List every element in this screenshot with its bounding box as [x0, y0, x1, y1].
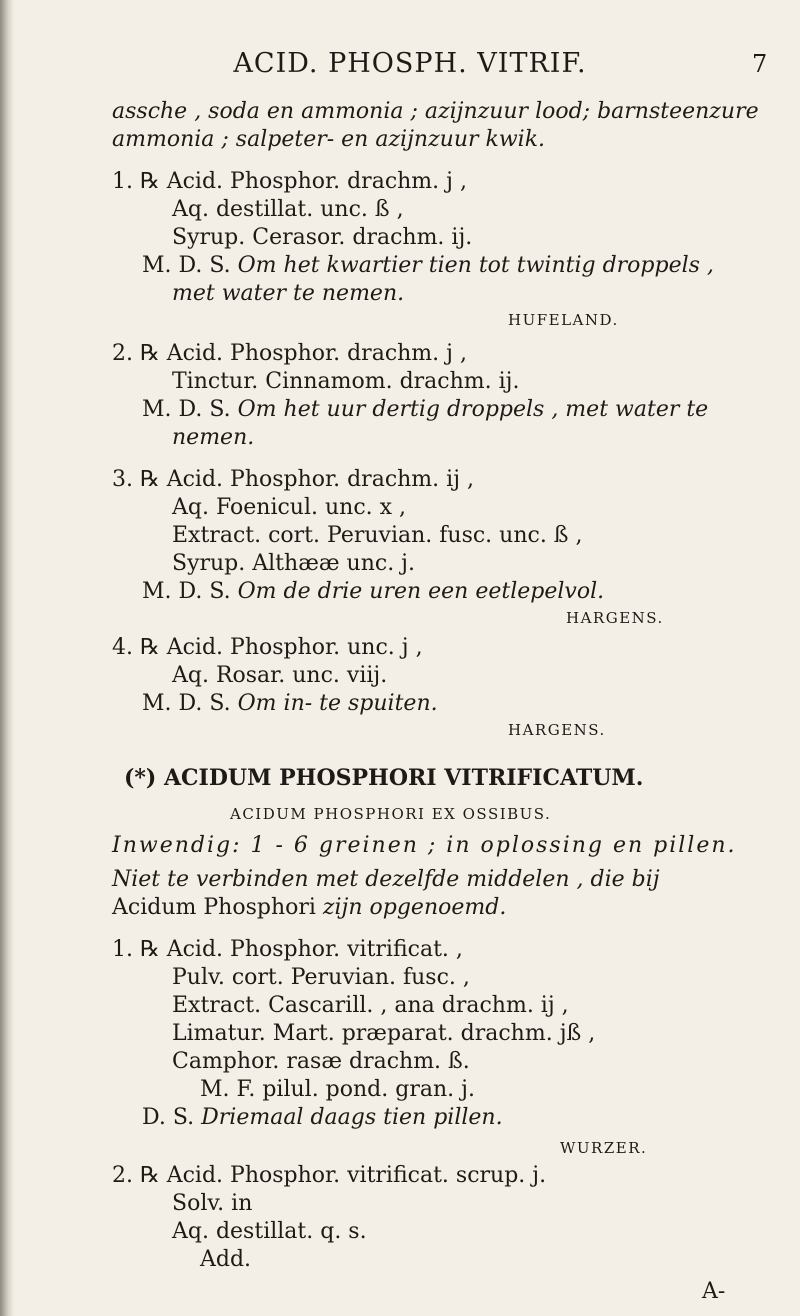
- line-italic-text: Om het kwartier tien tot twintig droppels ,: [237, 253, 714, 278]
- page-binding-shadow: [0, 0, 14, 1316]
- line-lead: Acidum Phosphori: [112, 895, 323, 920]
- line-lead: M. D. S.: [142, 253, 238, 278]
- text-line: assche , soda en ammonia ; azijnzuur lood; barnsteenzure: [112, 99, 759, 124]
- text-line: Aq. Foenicul. unc. x ,: [172, 495, 407, 520]
- text-line: 1. ℞ Acid. Phosphor. drachm. j ,: [112, 169, 467, 194]
- line-italic-text: Om de drie uren een eetlepelvol.: [237, 579, 605, 604]
- text-line: ammonia ; salpeter- en azijnzuur kwik.: [112, 127, 546, 152]
- text-line: 4. ℞ Acid. Phosphor. unc. j ,: [112, 635, 423, 660]
- line-lead: D. S.: [142, 1105, 202, 1130]
- page-number: 7: [752, 50, 768, 78]
- text-line: Camphor. rasæ drachm. ß.: [172, 1049, 470, 1074]
- text-line: HUFELAND.: [508, 311, 619, 329]
- text-line: Syrup. Althææ unc. j.: [172, 551, 415, 576]
- text-line: Syrup. Cerasor. drachm. ij.: [172, 225, 473, 250]
- text-line: Aq. destillat. unc. ß ,: [172, 197, 404, 222]
- text-line: 2. ℞ Acid. Phosphor. drachm. j ,: [112, 341, 467, 366]
- text-line: M. F. pilul. pond. gran. j.: [200, 1077, 475, 1102]
- text-line: [142, 690, 438, 718]
- text-line: [112, 894, 506, 922]
- text-line: nemen.: [172, 425, 255, 450]
- text-line: HARGENS.: [508, 721, 606, 739]
- text-line: (*) ACIDUM PHOSPHORI VITRIFICATUM.: [124, 765, 644, 791]
- text-line: ACIDUM PHOSPHORI EX OSSIBUS.: [230, 805, 552, 823]
- text-line: Pulv. cort. Peruvian. fusc. ,: [172, 965, 470, 990]
- text-line: 2. ℞ Acid. Phosphor. vitrificat. scrup. j.: [112, 1163, 547, 1188]
- line-italic-text: Driemaal daags tien pillen.: [201, 1105, 503, 1130]
- text-line: Aq. Rosar. unc. viij.: [172, 663, 388, 688]
- line-italic-text: zijn opgenoemd.: [322, 895, 507, 920]
- text-line: 3. ℞ Acid. Phosphor. drachm. ij ,: [112, 467, 475, 492]
- text-line: [142, 1104, 503, 1132]
- line-italic-text: Om in- te spuiten.: [237, 691, 438, 716]
- text-line: Inwendig: 1 - 6 greinen ; in oplossing en pillen.: [112, 833, 737, 858]
- text-line: Aq. destillat. q. s.: [172, 1219, 367, 1244]
- text-line: Extract. cort. Peruvian. fusc. unc. ß ,: [172, 523, 583, 548]
- line-lead: M. D. S.: [142, 579, 238, 604]
- text-line: Niet te verbinden met dezelfde middelen , die bij: [112, 867, 660, 892]
- text-line: [142, 396, 708, 424]
- line-lead: M. D. S.: [142, 397, 238, 422]
- text-line: Limatur. Mart. præparat. drachm. jß ,: [172, 1021, 596, 1046]
- text-line: A-: [702, 1279, 726, 1304]
- text-line: Tinctur. Cinnamom. drachm. ij.: [172, 369, 520, 394]
- text-line: WURZER.: [560, 1139, 648, 1157]
- line-lead: M. D. S.: [142, 691, 238, 716]
- text-line: [142, 578, 604, 606]
- text-line: Extract. Cascarill. , ana drachm. ij ,: [172, 993, 569, 1018]
- text-line: 1. ℞ Acid. Phosphor. vitrificat. ,: [112, 937, 463, 962]
- text-line: HARGENS.: [566, 609, 664, 627]
- text-line: [142, 252, 714, 280]
- line-italic-text: Om het uur dertig droppels , met water te: [237, 397, 709, 422]
- text-line: met water te nemen.: [172, 281, 405, 306]
- text-line: Solv. in: [172, 1191, 253, 1216]
- running-header: ACID. PHOSPH. VITRIF.: [233, 48, 587, 79]
- text-line: Add.: [200, 1247, 252, 1272]
